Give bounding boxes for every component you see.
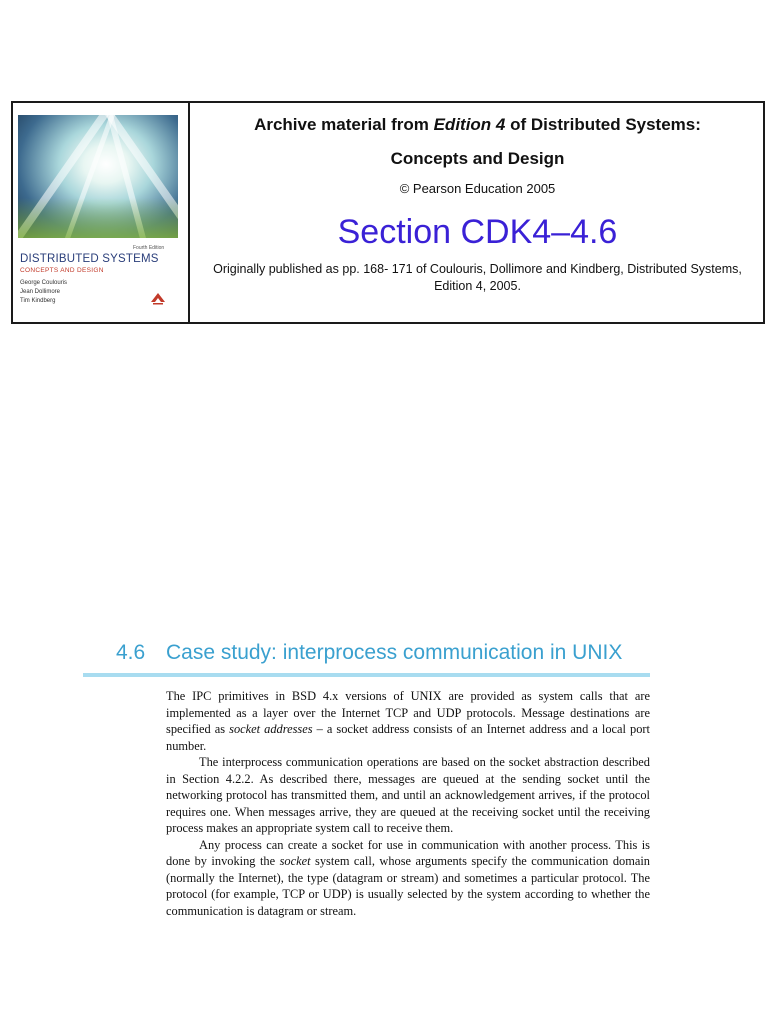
- cover-edition: Fourth Edition: [133, 245, 165, 251]
- copyright-notice: © Pearson Education 2005: [399, 181, 556, 196]
- cover-author: George Coulouris: [20, 280, 68, 286]
- cover-author: Tim Kindberg: [20, 298, 56, 304]
- cover-author: Jean Dollimore: [20, 289, 61, 295]
- paragraph: The interprocess communication operations are based on the socket abstraction described in Section 4.2.2. As described there, messages are queued at the sending socket until the networking protocol has transmitted them, and until an acknowledgement arrives, if the protocol requires one. When messages arrive, they are queued at the receiving socket until the receiving process makes an appropriate system call to receive them.: [166, 755, 650, 835]
- body-text: [166, 688, 650, 919]
- archive-title: Archive material from Edition 4 of Distributed Systems:: [254, 115, 701, 134]
- archive-header-box: [11, 101, 765, 324]
- cover-authors: [20, 279, 67, 306]
- paragraph: The IPC primitives in BSD 4.x versions of UNIX are provided as system calls that are implemented as a layer over the Internet TCP and UDP protocols. Message destinations are specified as socket addresses – a socket address consists of an Internet address and a local port number.: [166, 689, 650, 753]
- book-cover: [13, 103, 190, 322]
- section-code: Section CDK4–4.6: [337, 213, 618, 251]
- paragraph: Any process can create a socket for use in communication with another process. This is done by invoking the socket system call, whose arguments specify the communication domain (normally the Internet), the type (datagram or stream) and sometimes a particular protocol. The protocol (for example, TCP or UDP) is usually selected by the system according to whether the communication is datagram or stream.: [166, 837, 650, 918]
- cover-artwork: [18, 115, 178, 238]
- archive-subtitle: Concepts and Design: [390, 149, 565, 168]
- section-title: Case study: interprocess communication in UNIX: [166, 641, 623, 664]
- publisher-logo-icon: [151, 293, 165, 305]
- section-number: 4.6: [116, 641, 146, 664]
- cover-subtitle: CONCEPTS AND DESIGN: [20, 267, 104, 274]
- cover-title: DISTRIBUTED SYSTEMS: [20, 253, 159, 265]
- section-divider: [83, 673, 650, 677]
- section-heading: [116, 641, 676, 665]
- publication-note: Originally published as pp. 168- 171 of Coulouris, Dollimore and Kindberg, Distributed Systems, Edition 4, 2005.: [213, 262, 742, 293]
- header-text: [190, 103, 765, 322]
